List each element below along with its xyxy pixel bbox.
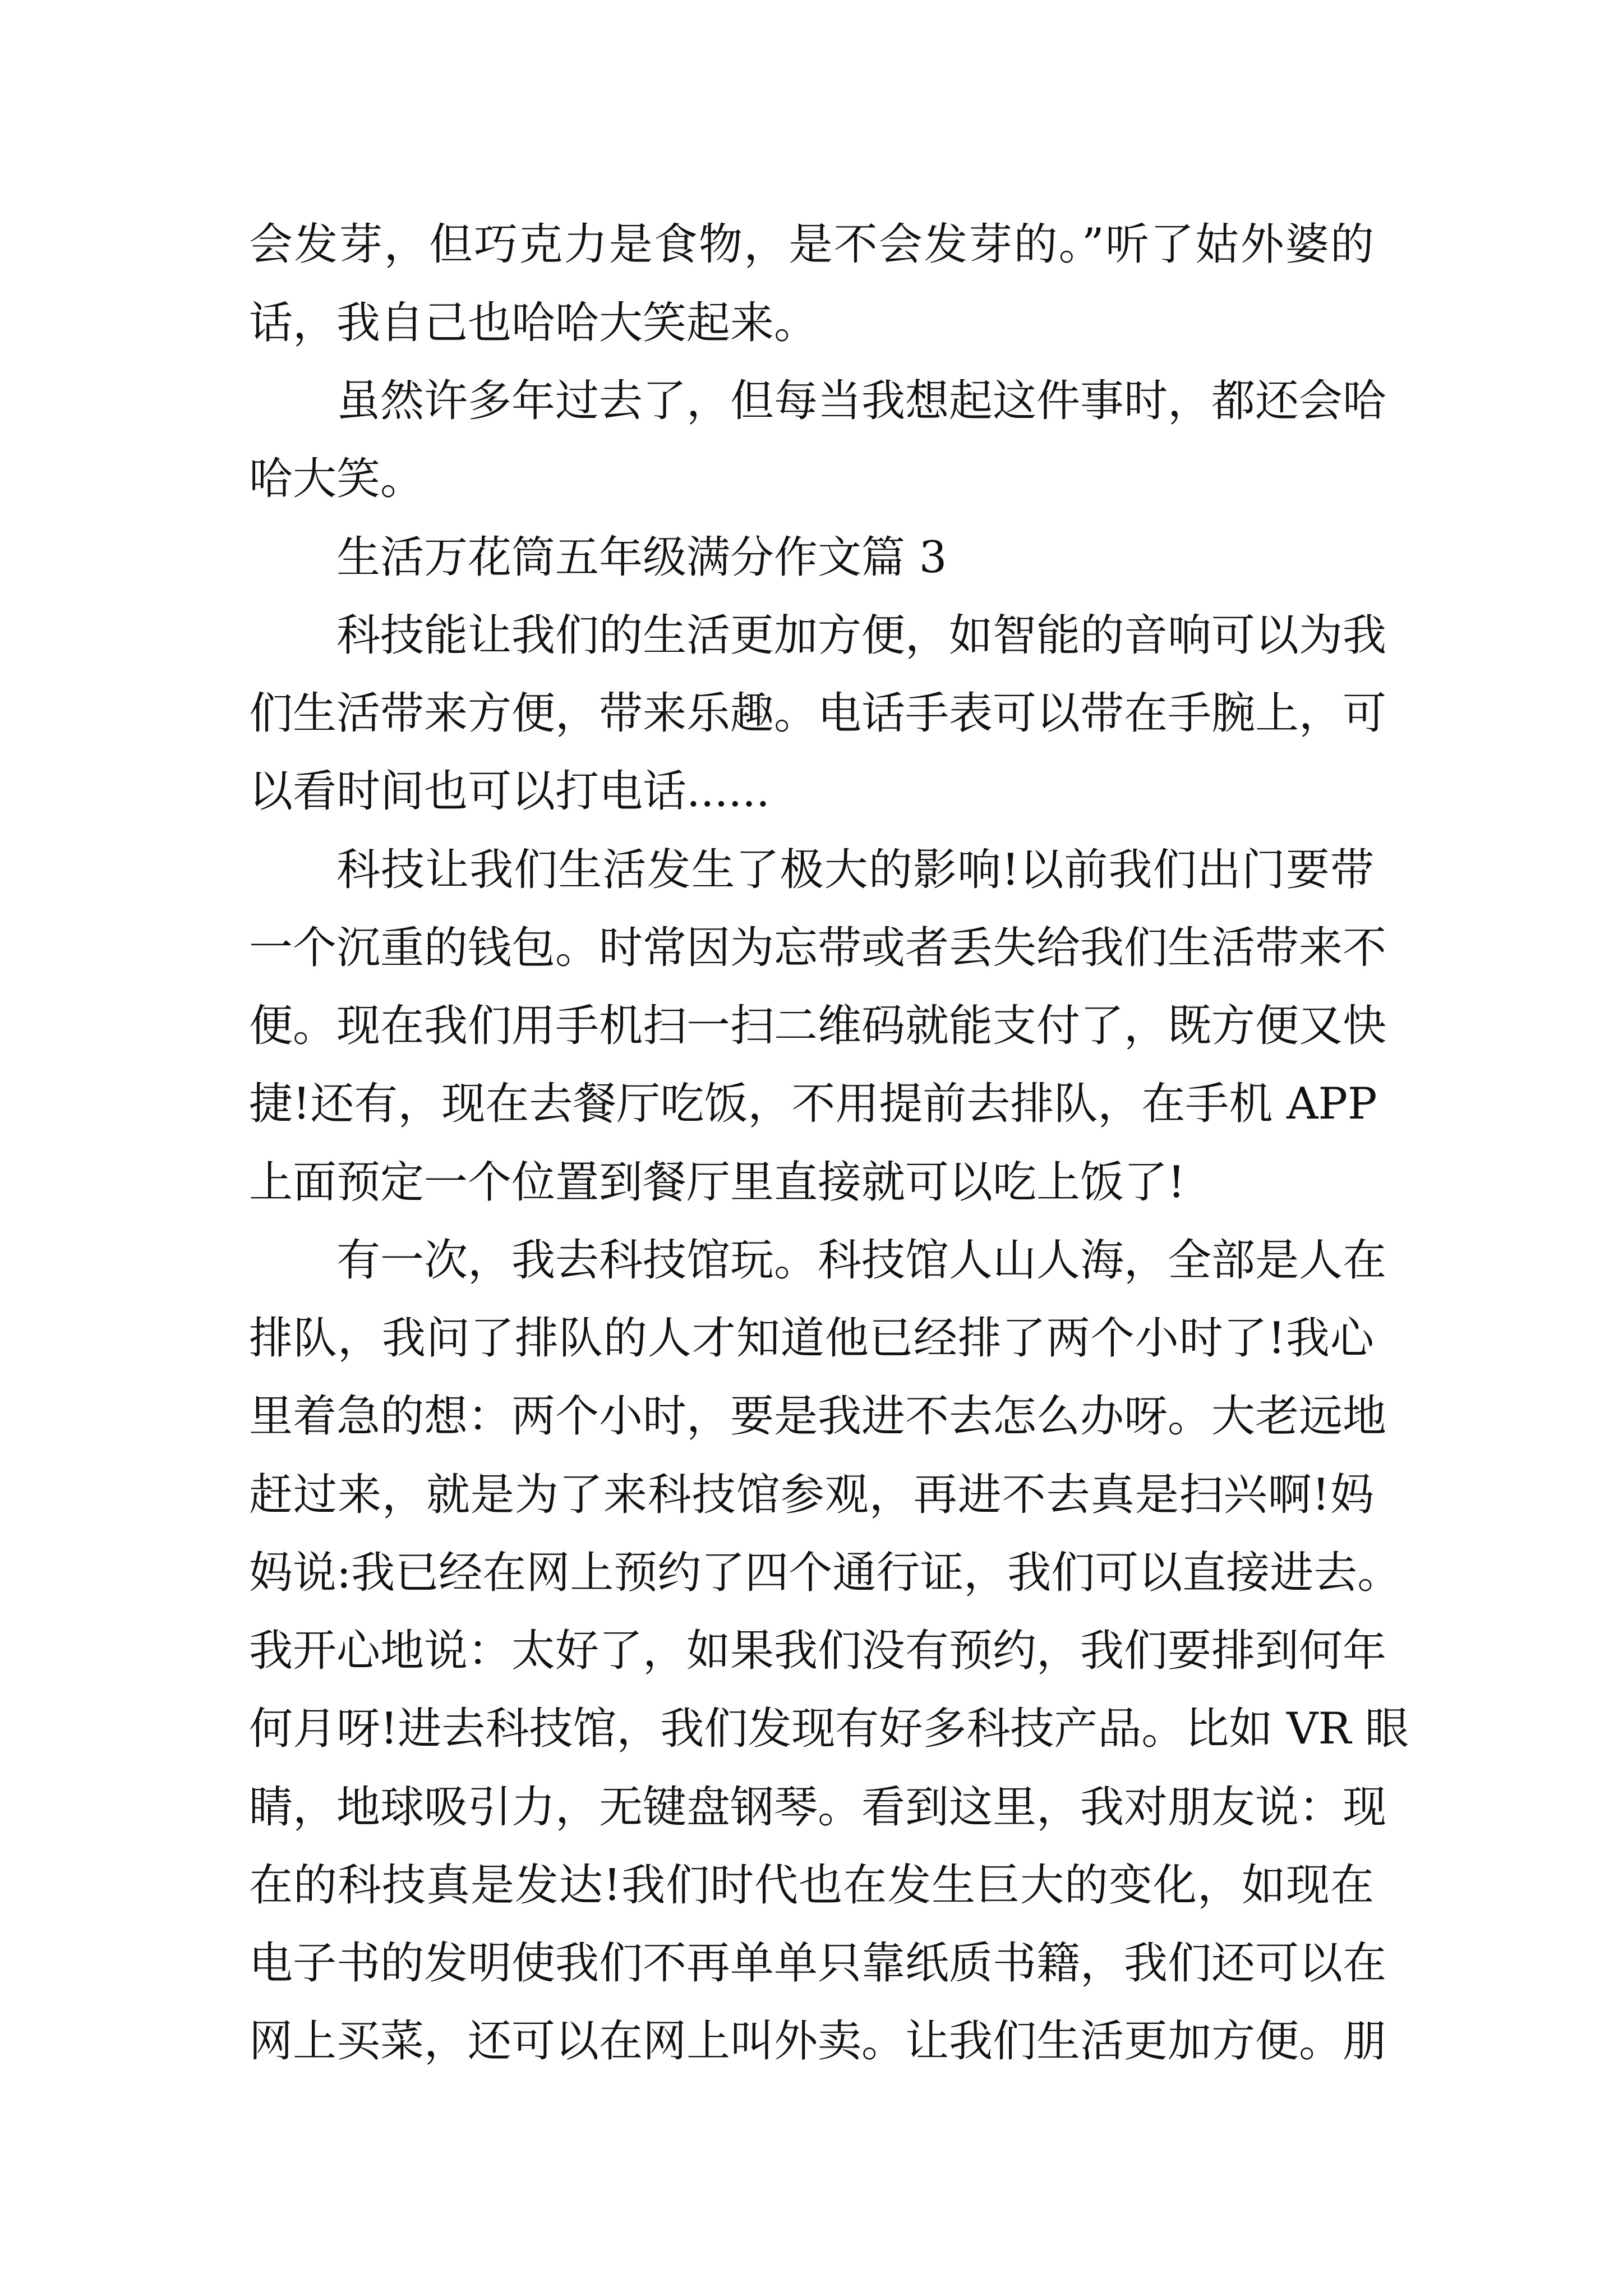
text-line: [0, 1768, 1623, 1847]
text-line-content: 网上买菜，还可以在网上叫外卖。让我们生活更加方便。朋: [249, 2016, 1387, 2067]
text-line: [0, 752, 1623, 831]
text-line-content: 哈大笑。: [249, 454, 425, 504]
text-line-content: 睛，地球吸引力，无键盘钢琴。看到这里，我对朋友说：现: [249, 1782, 1387, 1833]
text-line: [0, 1690, 1623, 1768]
text-line: [0, 205, 1623, 284]
text-line-content: 科技能让我们的生活更加方便，如智能的音响可以为我: [336, 610, 1387, 661]
text-line-content: 话，我自己也哈哈大笑起来。: [249, 298, 818, 348]
text-line: [0, 362, 1623, 440]
text-line: [0, 909, 1623, 987]
text-line: [0, 831, 1623, 909]
text-line-content: 捷!还有，现在去餐厅吃饭，不用提前去排队，在手机 APP: [249, 1079, 1377, 1129]
text-line: [0, 596, 1623, 675]
text-line: [0, 1221, 1623, 1300]
text-line: [0, 1143, 1623, 1222]
text-line-content: 何月呀!进去科技馆，我们发现有好多科技产品。比如 VR 眼: [249, 1704, 1409, 1754]
text-line-content: 在的科技真是发达!我们时代也在发生巨大的变化，如现在: [249, 1860, 1374, 1911]
text-line-content: 科技让我们生活发生了极大的影响!以前我们出门要带: [336, 845, 1374, 895]
text-line-content: 虽然许多年过去了，但每当我想起这件事时，都还会哈: [336, 376, 1387, 426]
text-line: [0, 1377, 1623, 1456]
text-line: [0, 1456, 1623, 1534]
text-line: [0, 2002, 1623, 2081]
text-line-content: 妈说:我已经在网上预约了四个通行证，我们可以直接进去。: [249, 1548, 1401, 1598]
text-line-content: 电子书的发明使我们不再单单只靠纸质书籍，我们还可以在: [249, 1938, 1387, 1989]
text-line: [0, 440, 1623, 518]
text-line-content: 便。现在我们用手机扫一扫二维码就能支付了，既方便又快: [249, 1001, 1387, 1051]
text-line-content: 会发芽，但巧克力是食物，是不会发芽的。”听了姑外婆的: [249, 219, 1374, 270]
text-line: [0, 987, 1623, 1065]
text-line-content: 们生活带来方便，带来乐趣。电话手表可以带在手腕上，可: [249, 688, 1387, 739]
section-heading: [0, 518, 1623, 597]
text-line-content: 里着急的想：两个小时，要是我进不去怎么办呀。大老远地: [249, 1391, 1387, 1442]
text-line-content: 有一次，我去科技馆玩。科技馆人山人海，全部是人在: [336, 1235, 1387, 1286]
text-line-content: 以看时间也可以打电话......: [249, 766, 770, 817]
text-line: [0, 1924, 1623, 2003]
text-line: [0, 1846, 1623, 1925]
text-line-content: 排队，我问了排队的人才知道他已经排了两个小时了!我心: [249, 1313, 1374, 1364]
text-line: [0, 284, 1623, 362]
text-line-content: 上面预定一个位置到餐厅里直接就可以吃上饭了!: [249, 1157, 1186, 1208]
text-line-content: 一个沉重的钱包。时常因为忘带或者丢失给我们生活带来不: [249, 923, 1387, 973]
text-line: [0, 674, 1623, 753]
text-line: [0, 1065, 1623, 1143]
text-line-content: 赶过来，就是为了来科技馆参观，再进不去真是扫兴啊!妈: [249, 1470, 1374, 1520]
text-line: [0, 1299, 1623, 1378]
text-line: [0, 1612, 1623, 1690]
section-heading-text: 生活万花筒五年级满分作文篇 3: [336, 532, 947, 583]
text-line-content: 我开心地说：太好了，如果我们没有预约，我们要排到何年: [249, 1626, 1387, 1676]
text-line: [0, 1534, 1623, 1612]
